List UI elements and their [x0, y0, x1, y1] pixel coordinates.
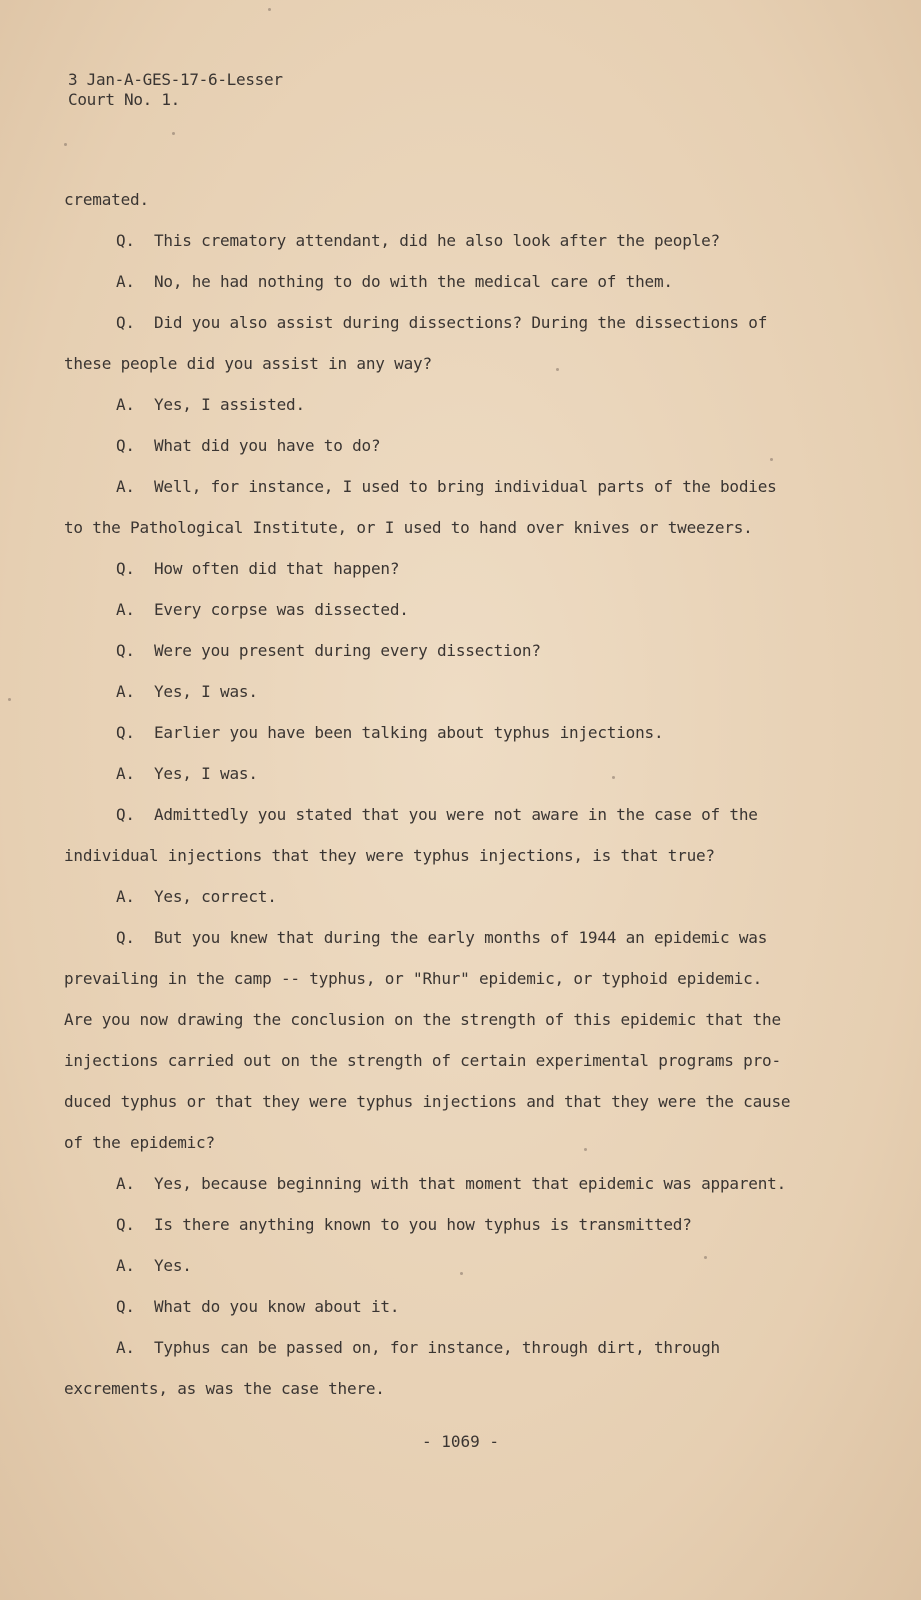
paper-speck — [64, 143, 67, 146]
speaker-label: Q. — [116, 805, 135, 824]
case-reference: 3 Jan-A-GES-17-6-Lesser — [68, 70, 283, 89]
transcript-line — [64, 762, 854, 803]
line-text: Typhus can be passed on, for instance, through dirt, through — [154, 1338, 720, 1357]
transcript-line — [64, 1131, 854, 1172]
line-text: Earlier you have been talking about typhus injections. — [154, 723, 664, 742]
speaker-label: A. — [116, 1174, 135, 1193]
line-text: Admittedly you stated that you were not aware in the case of the — [154, 805, 758, 824]
line-text: Were you present during every dissection? — [154, 641, 541, 660]
speaker-label: Q. — [116, 313, 135, 332]
line-text: This crematory attendant, did he also look after the people? — [154, 231, 720, 250]
line-text: injections carried out on the strength of certain experimental programs pro- — [64, 1051, 781, 1070]
paper-speck — [172, 132, 175, 135]
transcript-line — [64, 803, 854, 844]
transcript-line — [64, 352, 854, 393]
speaker-label: A. — [116, 1338, 135, 1357]
line-text: But you knew that during the early months of 1944 an epidemic was — [154, 928, 768, 947]
line-text: How often did that happen? — [154, 559, 400, 578]
speaker-label: A. — [116, 887, 135, 906]
transcript-line — [64, 270, 854, 311]
speaker-label: Q. — [116, 928, 135, 947]
court-number: Court No. 1. — [68, 90, 180, 109]
paper-speck — [770, 458, 773, 461]
transcript-line — [64, 721, 854, 762]
speaker-label: A. — [116, 1256, 135, 1275]
speaker-label: A. — [116, 395, 135, 414]
transcript-line — [64, 188, 854, 229]
line-text: Is there anything known to you how typhus is transmitted? — [154, 1215, 692, 1234]
line-text: Yes, I was. — [154, 764, 258, 783]
speaker-label: A. — [116, 477, 135, 496]
transcript-line — [64, 1008, 854, 1049]
transcript-line — [64, 516, 854, 557]
transcript-line — [64, 598, 854, 639]
line-text: Yes, correct. — [154, 887, 277, 906]
transcript-line — [64, 844, 854, 885]
line-text: excrements, as was the case there. — [64, 1379, 385, 1398]
transcript-line — [64, 639, 854, 680]
transcript-line — [64, 885, 854, 926]
transcript-line — [64, 1377, 854, 1418]
speaker-label: Q. — [116, 723, 135, 742]
transcript-line — [64, 680, 854, 721]
transcript-line — [64, 1295, 854, 1336]
line-text: No, he had nothing to do with the medical care of them. — [154, 272, 673, 291]
transcript-line — [64, 1049, 854, 1090]
paper-speck — [612, 776, 615, 779]
line-text: cremated. — [64, 190, 149, 209]
transcript-line — [64, 229, 854, 270]
line-text: Yes. — [154, 1256, 192, 1275]
line-text: Every corpse was dissected. — [154, 600, 409, 619]
line-text: of the epidemic? — [64, 1133, 215, 1152]
speaker-label: A. — [116, 600, 135, 619]
transcript-line — [64, 311, 854, 352]
line-text: Did you also assist during dissections? During the dissections of — [154, 313, 768, 332]
line-text: prevailing in the camp -- typhus, or "Rhur" epidemic, or typhoid epidemic. — [64, 969, 763, 988]
transcript-line — [64, 1254, 854, 1295]
line-text: duced typhus or that they were typhus injections and that they were the cause — [64, 1092, 791, 1111]
speaker-label: Q. — [116, 231, 135, 250]
speaker-label: Q. — [116, 436, 135, 455]
paper-speck — [460, 1272, 463, 1275]
page-number: - 1069 - — [421, 1432, 500, 1451]
transcript-line — [64, 1213, 854, 1254]
transcript-line — [64, 434, 854, 475]
speaker-label: A. — [116, 764, 135, 783]
transcript-line — [64, 1336, 854, 1377]
document-header — [68, 70, 283, 110]
line-text: to the Pathological Institute, or I used to hand over knives or tweezers. — [64, 518, 753, 537]
paper-speck — [556, 368, 559, 371]
paper-speck — [704, 1256, 707, 1259]
speaker-label: A. — [116, 682, 135, 701]
paper-speck — [584, 1148, 587, 1151]
line-text: individual injections that they were typhus injections, is that true? — [64, 846, 715, 865]
transcript-line — [64, 1172, 854, 1213]
transcript-line — [64, 1090, 854, 1131]
speaker-label: Q. — [116, 1297, 135, 1316]
line-text: Yes, I assisted. — [154, 395, 305, 414]
line-text: Well, for instance, I used to bring individual parts of the bodies — [154, 477, 777, 496]
line-text: What do you know about it. — [154, 1297, 400, 1316]
transcript-line — [64, 393, 854, 434]
paper-speck — [8, 698, 11, 701]
transcript-body — [64, 188, 854, 1418]
transcript-line — [64, 926, 854, 967]
transcript-line — [64, 967, 854, 1008]
line-text: Are you now drawing the conclusion on the strength of this epidemic that the — [64, 1010, 781, 1029]
transcript-line — [64, 475, 854, 516]
paper-speck — [268, 8, 271, 11]
speaker-label: Q. — [116, 559, 135, 578]
speaker-label: Q. — [116, 1215, 135, 1234]
line-text: What did you have to do? — [154, 436, 381, 455]
transcript-line — [64, 557, 854, 598]
speaker-label: Q. — [116, 641, 135, 660]
line-text: Yes, because beginning with that moment that epidemic was apparent. — [154, 1174, 786, 1193]
line-text: Yes, I was. — [154, 682, 258, 701]
speaker-label: A. — [116, 272, 135, 291]
line-text: these people did you assist in any way? — [64, 354, 432, 373]
